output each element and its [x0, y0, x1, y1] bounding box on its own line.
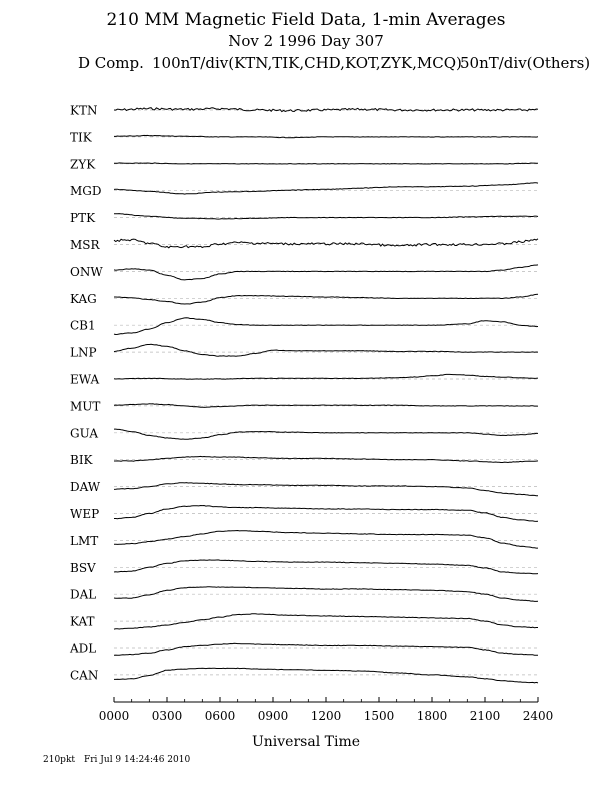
x-tick-label: 0600	[204, 709, 236, 723]
scale-secondary-label: 50nT/div(Others)	[460, 54, 591, 72]
x-tick-label: 2400	[522, 709, 554, 723]
trace-bsv	[114, 560, 538, 574]
chart-date: Nov 2 1996 Day 307	[228, 32, 384, 50]
x-tick-label: 1500	[363, 709, 395, 723]
component-label: D Comp.	[78, 54, 144, 72]
x-axis	[99, 697, 554, 723]
trace-mgd	[114, 183, 538, 194]
trace-daw	[114, 483, 538, 496]
trace-cb1	[114, 318, 538, 335]
x-tick-label: 0000	[98, 709, 130, 723]
station-label-group	[69, 104, 103, 683]
trace-ktn	[114, 108, 538, 112]
station-label-kag: KAG	[70, 291, 97, 306]
station-label-lnp: LNP	[70, 345, 97, 360]
footer-timestamp: Fri Jul 9 14:24:46 2010	[84, 755, 191, 765]
trace-can	[114, 668, 538, 683]
station-label-gua: GUA	[70, 426, 98, 441]
station-label-ewa: EWA	[70, 372, 100, 387]
trace-lnp	[114, 344, 538, 356]
station-label-lmt: LMT	[70, 533, 99, 548]
station-label-daw: DAW	[70, 480, 101, 495]
station-label-msr: MSR	[70, 238, 100, 252]
footer-program: 210pkt	[43, 755, 76, 765]
chart-title: 210 MM Magnetic Field Data, 1-min Averages	[106, 10, 506, 30]
trace-tik	[114, 135, 538, 137]
station-label-mgd: MGD	[70, 184, 102, 199]
station-label-adl: ADL	[70, 641, 97, 656]
station-label-zyk: ZYK	[70, 157, 96, 172]
trace-lmt	[114, 531, 538, 549]
baseline-group	[114, 110, 538, 675]
trace-ewa	[114, 374, 538, 379]
x-axis-label: Universal Time	[251, 734, 360, 750]
station-label-mut: MUT	[70, 399, 101, 414]
station-label-ptk: PTK	[70, 211, 96, 226]
station-label-bsv: BSV	[70, 560, 96, 575]
x-tick-label: 0900	[257, 709, 289, 723]
trace-adl	[114, 643, 538, 655]
trace-ptk	[114, 214, 538, 220]
station-label-wep: WEP	[70, 507, 100, 521]
trace-mut	[114, 404, 538, 408]
trace-group	[114, 108, 538, 683]
station-label-dal: DAL	[70, 587, 97, 602]
station-label-ktn: KTN	[70, 103, 98, 118]
trace-onw	[114, 265, 538, 280]
station-label-onw: ONW	[70, 264, 103, 279]
trace-msr	[114, 239, 538, 248]
station-label-tik: TIK	[70, 130, 92, 145]
station-label-cb1: CB1	[70, 318, 96, 333]
station-label-kat: KAT	[70, 614, 95, 629]
station-label-bik: BIK	[70, 453, 93, 468]
x-tick-label: 1800	[416, 709, 448, 723]
x-tick-label: 0300	[151, 709, 183, 723]
trace-kag	[114, 294, 538, 304]
trace-gua	[114, 429, 538, 439]
x-tick-label: 2100	[469, 709, 501, 723]
station-label-can: CAN	[70, 668, 99, 683]
scale-primary-label: 100nT/div(KTN,TIK,CHD,KOT,ZYK,MCQ)	[152, 54, 462, 72]
x-tick-label: 1200	[310, 709, 342, 723]
